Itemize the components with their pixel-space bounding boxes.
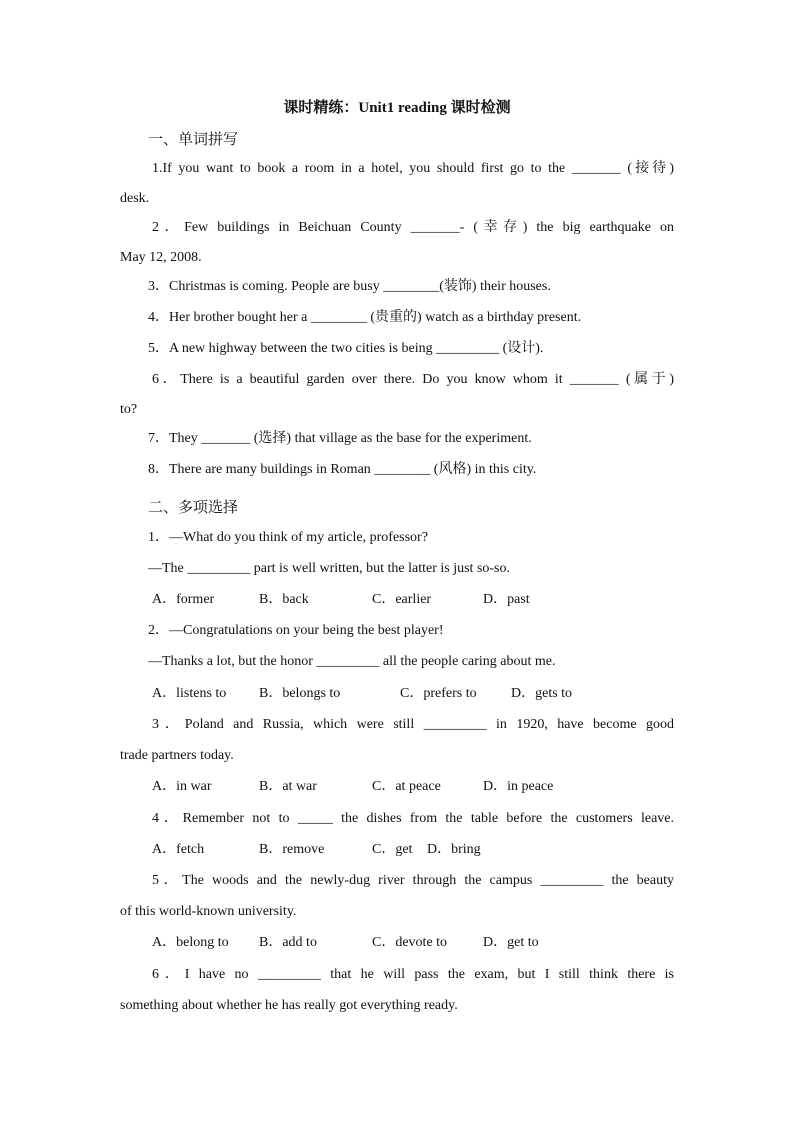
- question-6-line-1: 6．There is a beautiful garden over there. Do you know whom it _______ (属于): [152, 372, 674, 387]
- mc-3-option-b[interactable]: B．at war: [259, 779, 317, 794]
- mc-3-line-2: trade partners today.: [120, 748, 234, 763]
- question-8: 8．There are many buildings in Roman ________ (风格) in this city.: [148, 462, 537, 477]
- question-2-line-1: 2．Few buildings in Beichuan County _______- (幸存) the big earthquake on: [152, 220, 674, 235]
- mc-4-option-c[interactable]: C．get: [372, 842, 413, 857]
- mc-5-line-2: of this world-known university.: [120, 904, 297, 919]
- mc-1-line-1: 1．—What do you think of my article, professor?: [148, 530, 428, 545]
- mc-1-option-d[interactable]: D．past: [483, 592, 530, 607]
- mc-5-option-b[interactable]: B．add to: [259, 935, 317, 950]
- mc-5-option-a[interactable]: A．belong to: [152, 935, 229, 950]
- question-7: 7．They _______ (选择) that village as the base for the experiment.: [148, 431, 532, 446]
- question-6-line-2: to?: [120, 402, 138, 417]
- mc-2-option-c[interactable]: C．prefers to: [400, 686, 477, 701]
- mc-4-option-d[interactable]: D．bring: [427, 842, 481, 857]
- mc-2-line-1: 2．—Congratulations on your being the best player!: [148, 623, 444, 638]
- mc-4-option-a[interactable]: A．fetch: [152, 842, 205, 857]
- section-heading-spelling: 一、单词拼写: [148, 132, 239, 148]
- mc-3-option-c[interactable]: C．at peace: [372, 779, 441, 794]
- question-5: 5．A new highway between the two cities is being _________ (设计).: [148, 341, 544, 356]
- mc-3-option-a[interactable]: A．in war: [152, 779, 212, 794]
- question-3: 3．Christmas is coming. People are busy ________(装饰) their houses.: [148, 279, 551, 294]
- mc-1-option-c[interactable]: C．earlier: [372, 592, 432, 607]
- mc-4-option-b[interactable]: B．remove: [259, 842, 325, 857]
- mc-5-line-1: 5．The woods and the newly-dug river through the campus _________ the beauty: [152, 873, 674, 888]
- mc-3-option-d[interactable]: D．in peace: [483, 779, 554, 794]
- question-4: 4．Her brother bought her a ________ (贵重的) watch as a birthday present.: [148, 310, 582, 325]
- question-1-line-1: 1.If you want to book a room in a hotel, you should first go to the _______ (接待): [152, 161, 674, 176]
- mc-1-option-b[interactable]: B．back: [259, 592, 309, 607]
- page-title: 课时精练：Unit1 reading 课时检测: [283, 100, 511, 116]
- mc-2-option-a[interactable]: A．listens to: [152, 686, 227, 701]
- mc-6-line-1: 6．I have no _________ that he will pass the exam, but I still think there is: [152, 967, 674, 982]
- question-1-line-2: desk.: [120, 191, 150, 206]
- mc-4-line-1: 4．Remember not to _____ the dishes from the table before the customers leave.: [152, 811, 674, 826]
- mc-1-line-2: —The _________ part is well written, but the latter is just so-so.: [148, 561, 511, 576]
- mc-2-option-b[interactable]: B．belongs to: [259, 686, 341, 701]
- mc-2-option-d[interactable]: D．gets to: [511, 686, 573, 701]
- mc-6-line-2: something about whether he has really got everything ready.: [120, 998, 458, 1013]
- question-2-line-2: May 12, 2008.: [120, 250, 202, 265]
- mc-2-line-2: —Thanks a lot, but the honor _________ all the people caring about me.: [148, 654, 556, 669]
- section-heading-multiple-choice: 二、多项选择: [148, 500, 239, 516]
- mc-5-option-d[interactable]: D．get to: [483, 935, 539, 950]
- mc-5-option-c[interactable]: C．devote to: [372, 935, 448, 950]
- mc-3-line-1: 3．Poland and Russia, which were still _________ in 1920, have become good: [152, 717, 674, 732]
- mc-1-option-a[interactable]: A．former: [152, 592, 215, 607]
